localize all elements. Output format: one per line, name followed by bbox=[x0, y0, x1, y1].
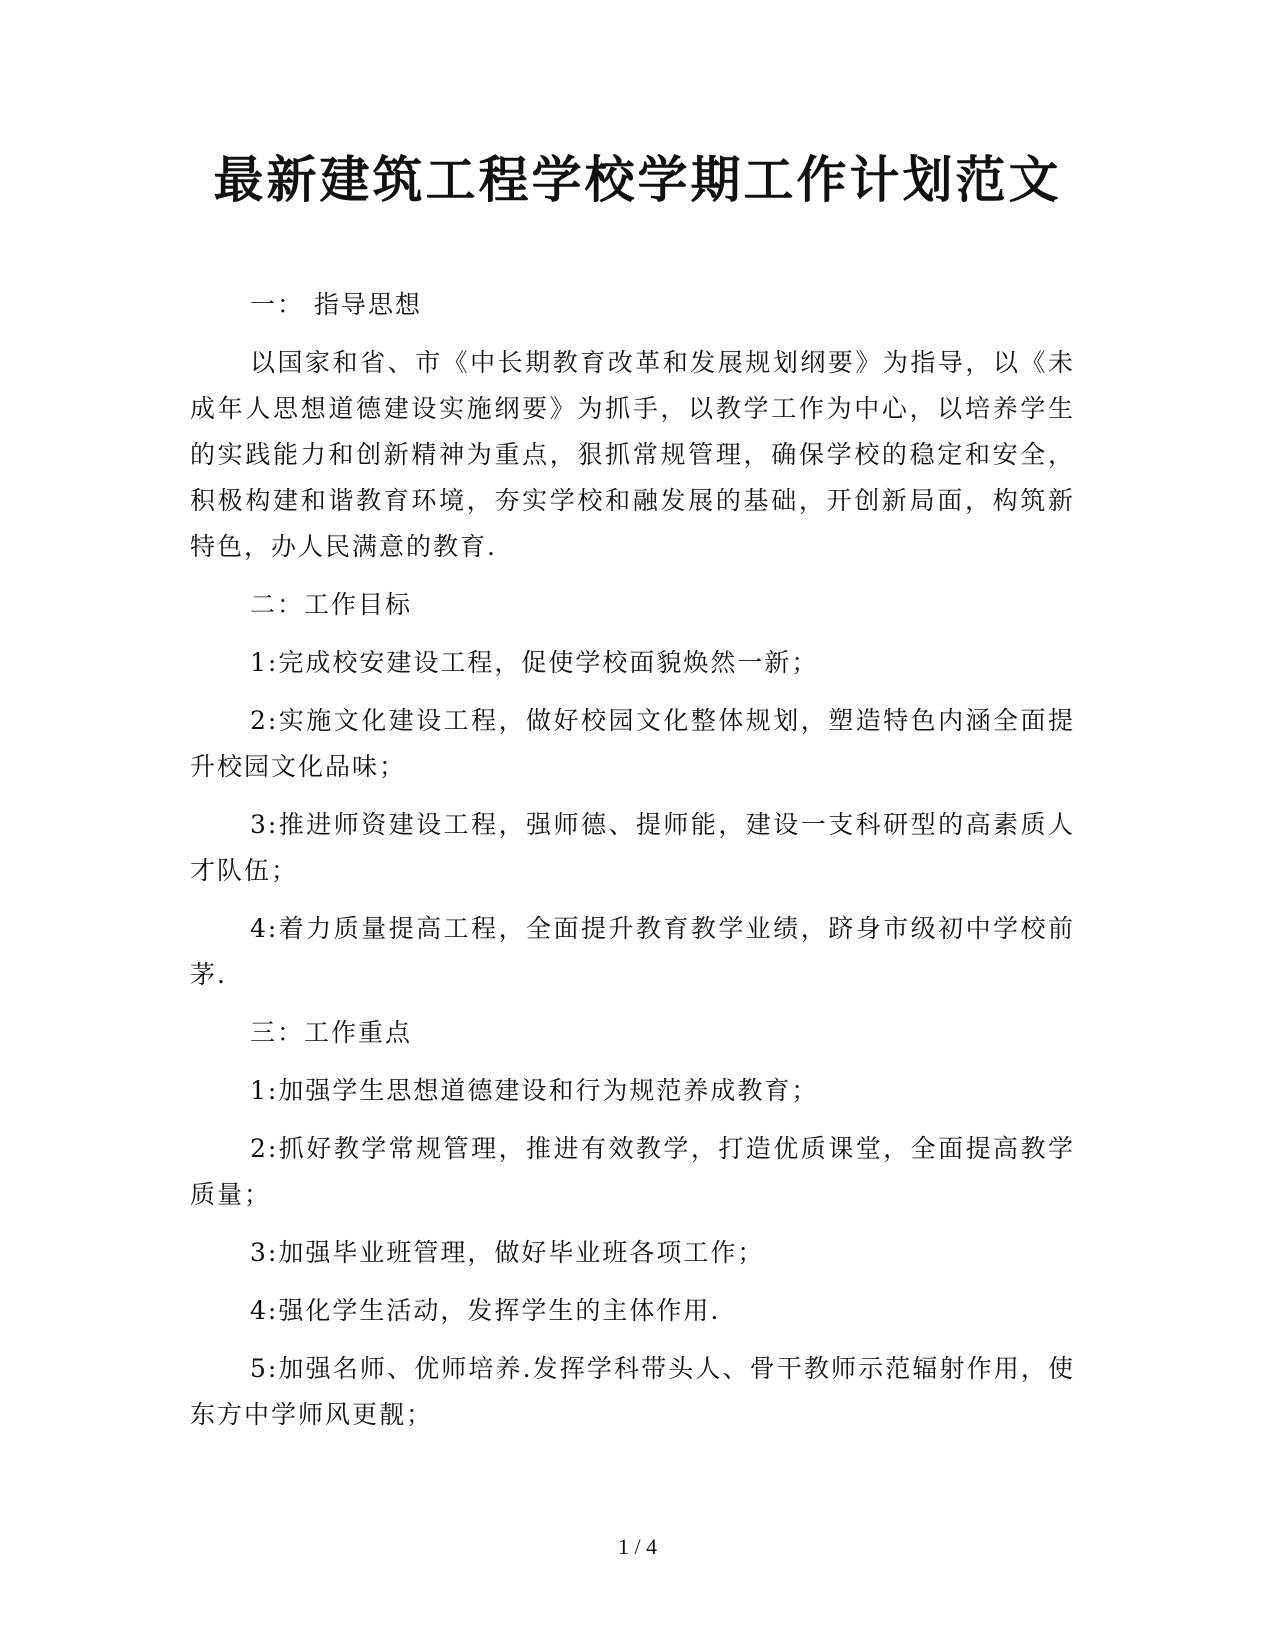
goal-item-1: 1:完成校安建设工程，促使学校面貌焕然一新； bbox=[250, 648, 819, 677]
paragraph-guiding-ideology: 以国家和省、市《中长期教育改革和发展规划纲要》为指导，以《未成年人思想道德建设实施纲要》为抓手，以教学工作为中心，以培养学生的实践能力和创新精神为重点，狠抓常规管理，确保学校的稳定和安全，积极构建和谐教育环境，夯实学校和融发展的基础，开创新局面，构筑新特色，办人民满意的教育. bbox=[190, 348, 1075, 561]
focus-item-2: 2:抓好教学常规管理，推进有效教学，打造优质课堂，全面提高教学质量； bbox=[190, 1134, 1075, 1209]
goal-item-2: 2:实施文化建设工程，做好校园文化整体规划，塑造特色内涵全面提升校园文化品味； bbox=[190, 706, 1075, 781]
document-title: 最新建筑工程学校学期工作计划范文 bbox=[213, 150, 1062, 209]
goal-item-4: 4:着力质量提高工程，全面提升教育教学业绩，跻身市级初中学校前茅. bbox=[190, 914, 1075, 989]
section-heading-guiding-ideology: 一： 指导思想 bbox=[250, 290, 422, 319]
focus-item-3: 3:加强毕业班管理，做好毕业班各项工作； bbox=[250, 1238, 765, 1267]
section-heading-work-goals: 二：工作目标 bbox=[250, 590, 413, 619]
page-number: 1 / 4 bbox=[617, 1534, 658, 1559]
focus-item-4: 4:强化学生活动，发挥学生的主体作用. bbox=[250, 1296, 721, 1325]
focus-item-1: 1:加强学生思想道德建设和行为规范养成教育； bbox=[250, 1076, 819, 1105]
focus-item-5: 5:加强名师、优师培养.发挥学科带头人、骨干教师示范辐射作用，使东方中学师风更靓； bbox=[190, 1354, 1075, 1429]
section-heading-work-focus: 三：工作重点 bbox=[250, 1018, 413, 1047]
document-body bbox=[190, 282, 1075, 1450]
goal-item-3: 3:推进师资建设工程，强师德、提师能，建设一支科研型的高素质人才队伍； bbox=[190, 810, 1075, 885]
